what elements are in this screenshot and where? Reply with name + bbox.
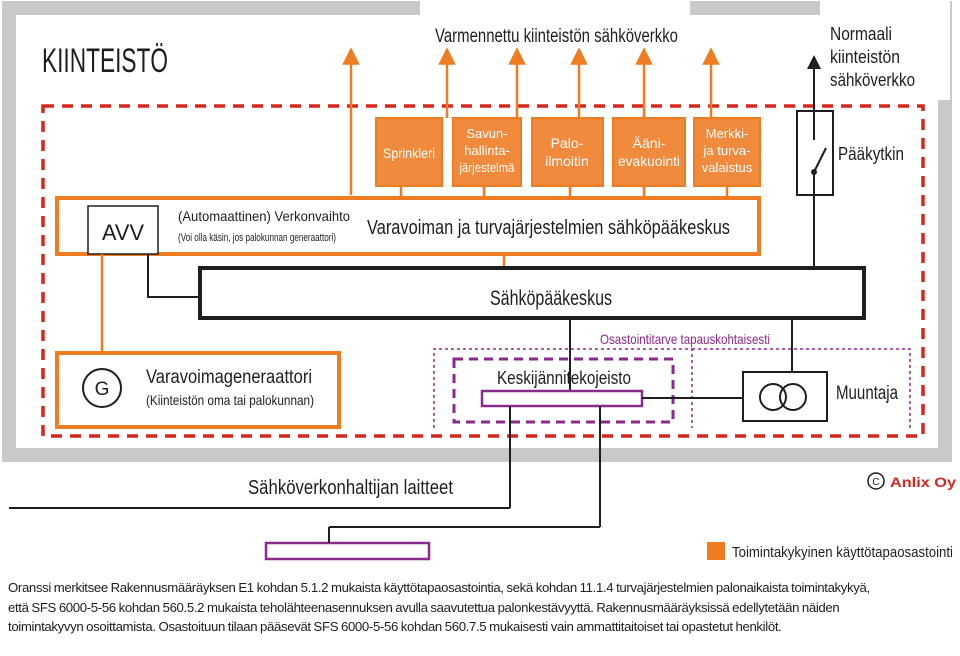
copyright-label: Anlix Oy [890, 474, 957, 490]
avv-note: (Voi olla käsin, jos palokunnan generaattori) [178, 232, 336, 244]
main-switchboard-label: Sähköpääkeskus [490, 287, 612, 310]
generator-note: (Kiinteistön oma tai palokunnan) [146, 392, 314, 408]
normal-grid-label-1: Normaali [830, 24, 892, 44]
svg-text:järjestelmä: järjestelmä [458, 160, 516, 175]
svg-text:evakuointi: evakuointi [618, 153, 680, 169]
svg-text:Palo-: Palo- [550, 135, 584, 151]
mv-switchgear-label: Keskijännitekojeisto [497, 368, 631, 388]
svg-text:ja turva-: ja turva- [703, 143, 751, 158]
generator-title: Varavoimageneraattori [146, 367, 312, 388]
svg-text:Ääni-: Ääni- [632, 135, 666, 151]
property-title: KIINTEISTÖ [42, 42, 168, 80]
caption-line-1: Oranssi merkitsee Rakennusmääräyksen E1 kohdan 5.1.2 mukaista käyttötapaosastointia, sekä kohdan 11.1.4 turvajärjestelmien palonaikaista toimintakykyä, [8, 580, 870, 595]
svg-text:Savun-: Savun- [466, 126, 508, 141]
svg-text:valaistus: valaistus [701, 160, 753, 175]
sprinkler-label: Sprinkleri [383, 145, 435, 161]
fire-alarm-box [532, 118, 603, 186]
legend-label: Toimintakykyinen käyttötapaosastointi [732, 544, 953, 561]
svg-text:Merkki-: Merkki- [705, 126, 749, 141]
svg-text:C: C [872, 477, 880, 488]
certified-grid-label: Varmennettu kiinteistön sähköverkko [435, 26, 678, 47]
legend-swatch [707, 542, 725, 560]
svg-text:ilmoitin: ilmoitin [545, 153, 589, 169]
main-switch-label: Pääkytkin [838, 144, 904, 164]
avv-title: (Automaattinen) Verkonvaihto [178, 208, 351, 224]
partial-compartment-note: Osastointitarve tapauskohtaisesti [600, 331, 770, 347]
avv-label: AVV [102, 220, 145, 245]
caption [8, 578, 954, 637]
copyright-mark [868, 473, 884, 489]
svg-text:hallinta-: hallinta- [464, 143, 510, 158]
emergency-switchboard-label: Varavoiman ja turvajärjestelmien sähköpääkeskus [367, 217, 730, 239]
svg-text:G: G [94, 379, 110, 400]
transformer-label: Muuntaja [836, 383, 899, 404]
safety-systems [376, 118, 760, 186]
caption-line-2: että SFS 6000-5-56 kohdan 560.5.2 mukaista teholähteenasennuksen avulla saavutettua palonkestävyyttä. Rakennusmääräyksissä edellytetään näiden [8, 599, 840, 615]
normal-grid-label-2: kiinteistön [830, 47, 900, 67]
mv-switchgear-bar [482, 391, 642, 406]
voice-evacuation-box [613, 118, 685, 186]
utility-equipment-bar [266, 543, 429, 559]
caption-line-3: toimintakyvyn osoittamista. Osastoituun tilaan pääsevät SFS 6000-5-56 kohdan 560.7.5 mukaisesti vain ammattitaitoiset tai opastetut henkilöt. [8, 619, 782, 635]
utility-equipment-label: Sähköverkonhaltijan laitteet [248, 477, 454, 499]
normal-grid-label-3: sähköverkko [830, 70, 915, 90]
